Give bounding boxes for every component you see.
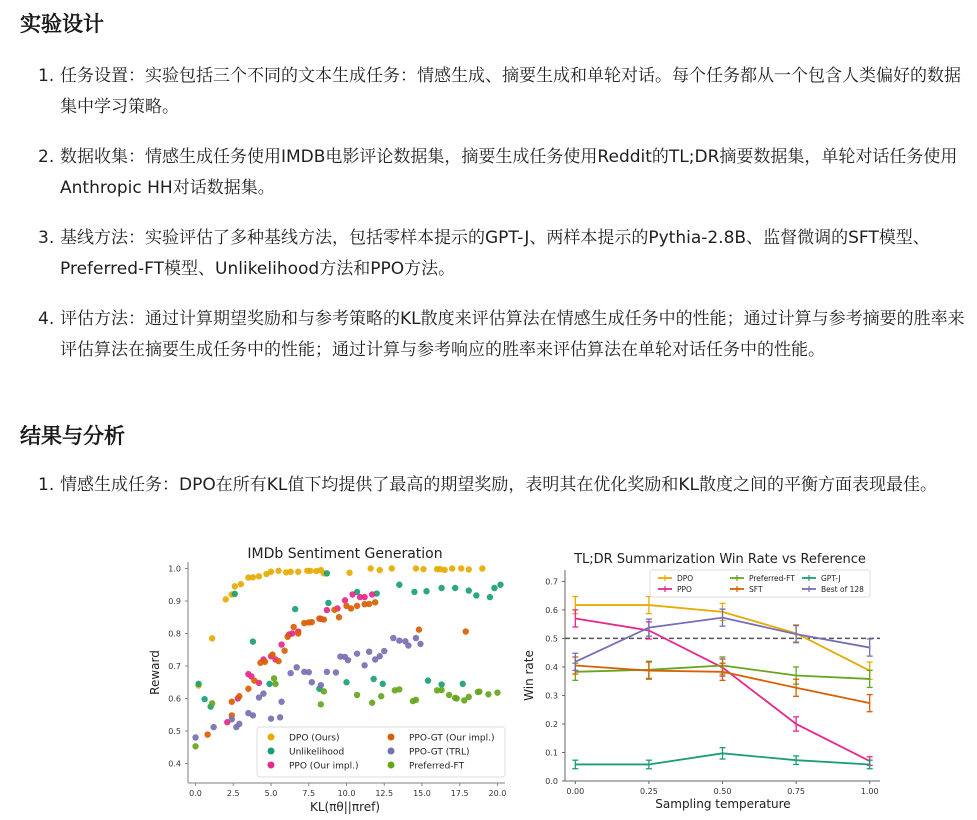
svg-text:SFT: SFT: [749, 585, 763, 594]
svg-text:PPO-GT (TRL): PPO-GT (TRL): [409, 747, 470, 758]
list-item: [38, 304, 968, 366]
svg-text:0.50: 0.50: [713, 787, 732, 796]
list-number: 1.: [38, 66, 55, 86]
svg-text:0.00: 0.00: [566, 787, 585, 796]
list-item-text: 情感生成任务：DPO在所有KL值下均提供了最高的期望奖励，表明其在优化奖励和KL散度之间的平衡方面表现最佳。: [60, 475, 937, 495]
svg-text:0.6: 0.6: [168, 694, 181, 704]
list-item-text: 基线方法：实验评估了多种基线方法，包括零样本提示的GPT-J、两样本提示的Pythia-2.8B、监督微调的SFT模型、Preferred-FT模型、Unlikelihood方法和PPO方法。: [60, 228, 930, 279]
svg-text:0.7: 0.7: [545, 577, 558, 587]
svg-text:1.00: 1.00: [860, 787, 879, 796]
svg-text:12.5: 12.5: [375, 789, 394, 798]
svg-text:Preferred-FT: Preferred-FT: [409, 761, 465, 772]
chart-title: TL;DR Summarization Win Rate vs Reference: [574, 552, 866, 567]
svg-text:0.8: 0.8: [168, 629, 181, 639]
svg-text:DPO (Ours): DPO (Ours): [289, 733, 340, 744]
svg-text:15.0: 15.0: [413, 789, 431, 798]
y-axis-label: Win rate: [522, 650, 536, 701]
svg-text:0.4: 0.4: [545, 662, 558, 672]
svg-text:0.4: 0.4: [168, 759, 181, 769]
svg-text:2.5: 2.5: [226, 789, 240, 798]
svg-text:DPO: DPO: [677, 574, 694, 583]
svg-text:0.1: 0.1: [545, 748, 558, 758]
svg-text:Best of 128: Best of 128: [821, 585, 864, 594]
list-item: [38, 223, 968, 285]
list-item-text: 数据收集：情感生成任务使用IMDB电影评论数据集，摘要生成任务使用Reddit的TL;DR摘要数据集，单轮对话任务使用Anthropic HH对话数据集。: [60, 147, 958, 198]
svg-text:17.5: 17.5: [450, 789, 469, 798]
svg-text:0.25: 0.25: [639, 787, 658, 796]
list-item: [38, 142, 968, 204]
svg-text:20.0: 20.0: [488, 789, 507, 798]
list-number: 4.: [38, 309, 55, 329]
experiment-design-list: [38, 61, 968, 385]
svg-text:1.0: 1.0: [168, 564, 181, 574]
svg-text:GPT-J: GPT-J: [821, 574, 841, 583]
svg-text:0.75: 0.75: [787, 787, 806, 796]
svg-text:0.7: 0.7: [168, 662, 181, 671]
svg-text:PPO (Our impl.): PPO (Our impl.): [289, 761, 359, 772]
svg-text:0.0: 0.0: [189, 789, 202, 798]
list-number: 3.: [38, 228, 55, 248]
section-title-experiment-design: 实验设计: [20, 12, 104, 36]
svg-text:0.5: 0.5: [168, 727, 181, 736]
x-axis-label: Sampling temperature: [655, 797, 791, 811]
svg-text:0.3: 0.3: [545, 691, 558, 701]
imdb-sentiment-scatter-chart: [145, 540, 510, 815]
svg-text:0.0: 0.0: [545, 777, 558, 786]
svg-text:10.0: 10.0: [337, 789, 356, 798]
svg-text:Unlikelihood: Unlikelihood: [289, 747, 345, 758]
section-title-results-analysis: 结果与分析: [20, 424, 125, 448]
chart-title: IMDb Sentiment Generation: [247, 546, 443, 562]
svg-text:0.6: 0.6: [545, 605, 558, 615]
list-number: 2.: [38, 147, 55, 167]
tldr-winrate-line-chart: [515, 540, 885, 815]
svg-text:0.9: 0.9: [168, 597, 181, 606]
svg-text:Preferred-FT: Preferred-FT: [749, 574, 795, 583]
svg-text:7.5: 7.5: [302, 789, 316, 798]
svg-text:0.2: 0.2: [545, 719, 558, 729]
x-axis-label: KL(πθ||πref): [309, 800, 381, 814]
list-item-text: 任务设置：实验包括三个不同的文本生成任务：情感生成、摘要生成和单轮对话。每个任务都从一个包含人类偏好的数据集中学习策略。: [60, 66, 961, 117]
svg-text:5.0: 5.0: [264, 789, 278, 798]
list-item: [38, 470, 968, 501]
svg-text:PPO: PPO: [677, 585, 692, 594]
list-number: 1.: [38, 475, 55, 495]
list-item-text: 评估方法：通过计算期望奖励和与参考策略的KL散度来评估算法在情感生成任务中的性能；通过计算与参考摘要的胜率来评估算法在摘要生成任务中的性能；通过计算与参考响应的胜率来评估算法在单轮对话任务中的性能。: [60, 309, 965, 360]
y-axis-label: Reward: [148, 650, 162, 695]
svg-text:PPO-GT (Our impl.): PPO-GT (Our impl.): [409, 733, 495, 744]
list-item: [38, 61, 968, 123]
svg-text:0.5: 0.5: [545, 634, 558, 644]
results-list: [38, 470, 968, 520]
